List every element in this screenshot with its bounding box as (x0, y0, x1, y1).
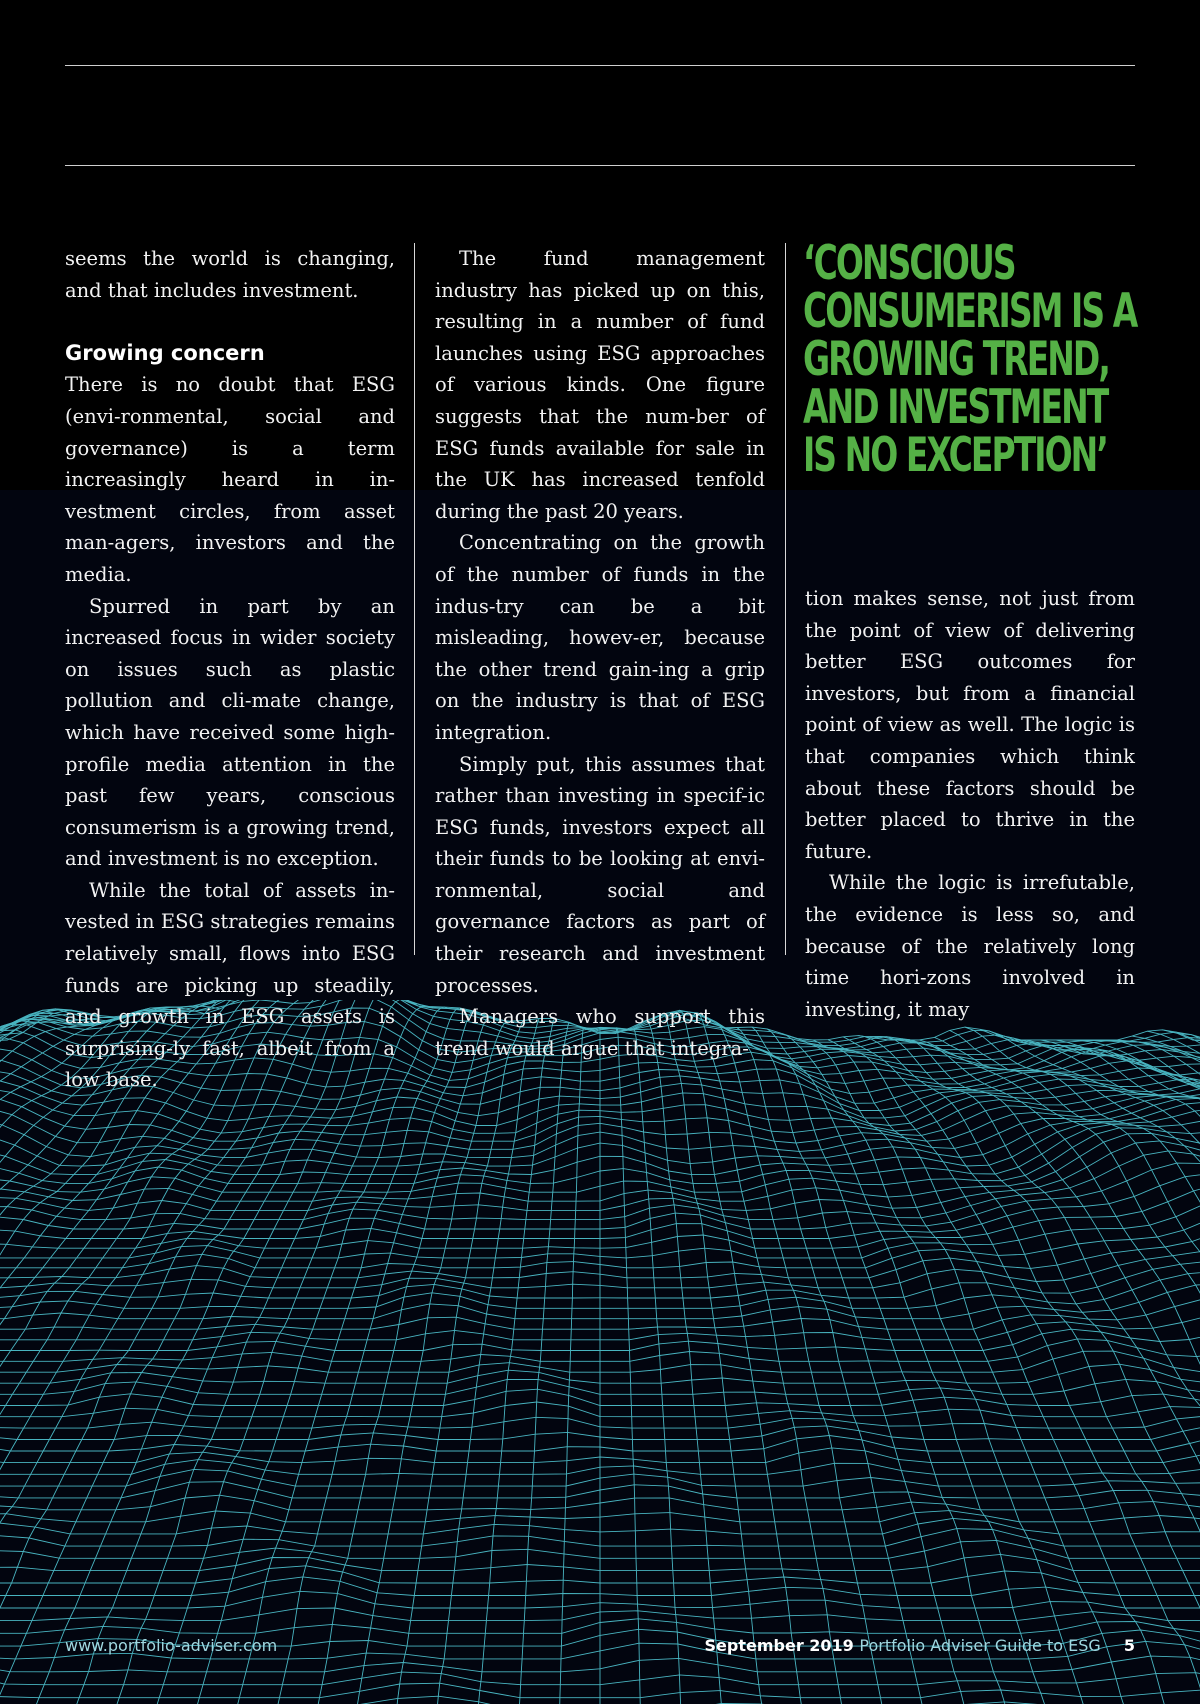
page-footer (65, 1636, 1135, 1660)
top-rule (65, 65, 1135, 66)
footer-folio (705, 1636, 1135, 1655)
column-divider (785, 243, 786, 955)
publication-name: Portfolio Adviser Guide to ESG (859, 1636, 1101, 1655)
paragraph: tion makes sense, not just from the point of view of delivering better ESG outcomes for investors, but from a financial point of view as well. The logic is that companies which think about these factors should be better placed to thrive in the future. (805, 587, 1135, 863)
paragraph: Spurred in part by an increased focus in wider society on issues such as plastic pollution and cli-mate change, which have received some high-profile media attention in the past few years, conscious consumerism is a growing trend, and investment is no exception. (65, 594, 395, 871)
website-url: www.portfolio-adviser.com (65, 1636, 278, 1655)
paragraph: While the logic is irrefutable, the evidence is less so, and because of the relatively long time hori-zons involved in investing, it may (805, 871, 1135, 1021)
header-rule (65, 165, 1135, 166)
paragraph: Concentrating on the growth of the number of funds in the indus-try can be a bit misleading, howev-er, because the other trend gain-ing a grip on the industry is that of ESG integration. (435, 531, 765, 744)
paragraph: seems the world is changing, and that includes investment. (65, 247, 395, 302)
article-column-2 (435, 243, 765, 1064)
wireframe-landscape-image (0, 1000, 1200, 1704)
section-subheading: Growing concern (65, 340, 265, 365)
column-divider (414, 243, 415, 955)
issue-date: September 2019 (704, 1636, 860, 1655)
paragraph: The fund management industry has picked up on this, resulting in a number of fund launches using ESG approaches of various kinds. One figure suggests that the num-ber of ESG funds available for sale in the UK has increased tenfold during the past 20 years. (435, 247, 765, 523)
paragraph: While the total of assets in-vested in ESG strategies remains relatively small, flows into ESG funds are picking up steadily, and growth in ESG assets is surprising-ly fast, albeit from a low base. (65, 878, 395, 1092)
article-column-3 (805, 583, 1135, 1025)
paragraph: Simply put, this assumes that rather than investing in specif-ic ESG funds, investors expect all their funds to be looking at envi-ronmental, social and governance factors as part of their research and investment processes. (435, 752, 765, 997)
paragraph: There is no doubt that ESG (envi-ronmental, social and governance) is a term increasingly heard in in-vestment circles, from asset man-agers, investors and the media. (65, 373, 395, 586)
page-number: 5 (1123, 1636, 1135, 1655)
paragraph: Managers who support this trend would argue that integra- (435, 1005, 765, 1060)
article-column-1 (65, 243, 395, 1096)
pull-quote: ‘CONSCIOUS CONSUMERISM IS A GROWING TREND, AND INVESTMENT IS NO EXCEPTION’ (803, 236, 1137, 483)
